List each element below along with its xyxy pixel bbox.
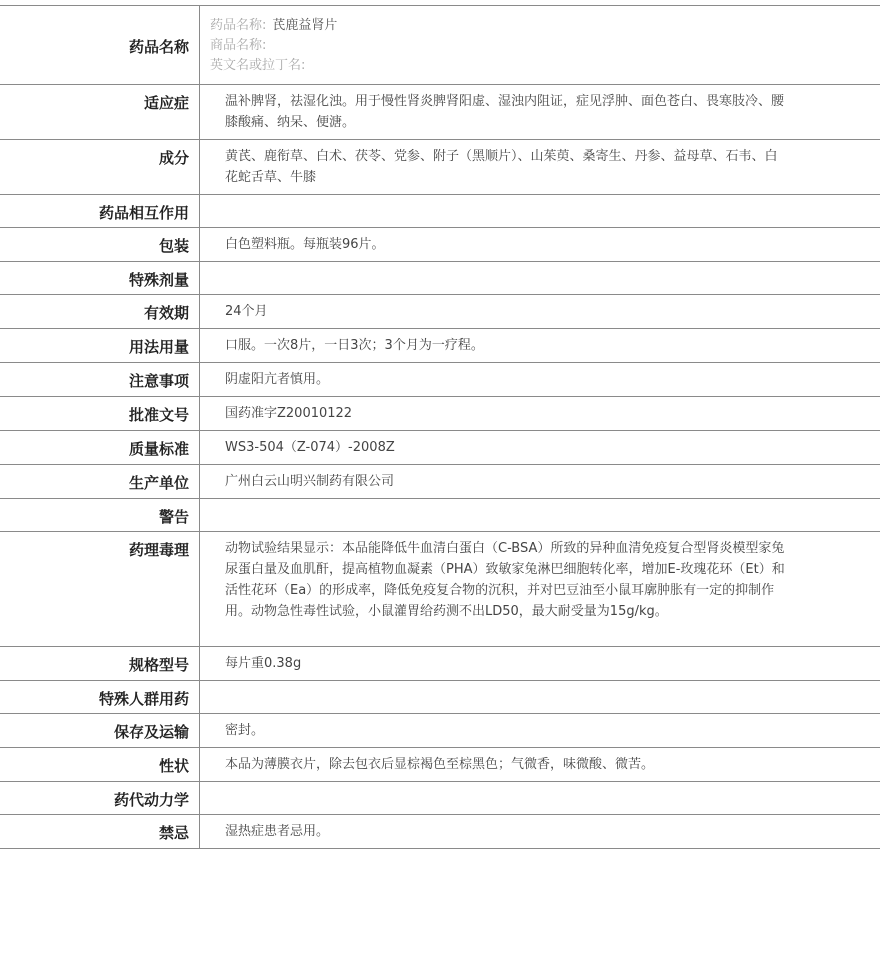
row-special-populations <box>0 681 880 714</box>
row-label <box>0 228 200 262</box>
row-label <box>0 431 200 465</box>
value-interactions <box>225 195 880 207</box>
row-label <box>0 782 200 815</box>
row-value <box>200 431 880 465</box>
label-shelf-life: 有效期 <box>0 295 189 323</box>
label-pharmacokinetics: 药代动力学 <box>0 782 189 810</box>
label-specification: 规格型号 <box>0 647 189 675</box>
row-label <box>0 85 200 140</box>
label-pharmacology: 药理毒理 <box>0 532 189 560</box>
label-description: 性状 <box>0 748 189 776</box>
value-special-populations <box>225 681 880 693</box>
drug-name-label: 药品名称: <box>210 18 266 33</box>
label-special-populations: 特殊人群用药 <box>0 681 189 709</box>
row-label <box>0 363 200 397</box>
row-label <box>0 532 200 647</box>
row-manufacturer <box>0 465 880 499</box>
row-description <box>0 748 880 782</box>
value-ingredients: 黄芪、鹿衔草、白术、茯苓、党参、附子（黑顺片）、山茱萸、桑寄生、丹参、益母草、石韦、白花蛇舌草、牛膝 <box>225 140 880 194</box>
label-precautions: 注意事项 <box>0 363 189 391</box>
drug-name-heading: 药品名称 <box>0 6 189 57</box>
trade-name-label: 商品名称: <box>210 36 880 56</box>
row-value <box>200 465 880 499</box>
row-value <box>200 499 880 532</box>
row-special-dosage <box>0 262 880 295</box>
row-drug-name <box>0 6 880 85</box>
value-warning <box>225 499 880 511</box>
row-label <box>0 6 200 85</box>
value-shelf-life: 24个月 <box>225 295 880 328</box>
row-precautions <box>0 363 880 397</box>
row-value <box>200 647 880 681</box>
label-interactions: 药品相互作用 <box>0 195 189 223</box>
row-warning <box>0 499 880 532</box>
row-pharmacology <box>0 532 880 647</box>
row-value <box>200 363 880 397</box>
value-packaging: 白色塑料瓶。每瓶装96片。 <box>225 228 880 261</box>
value-special-dosage <box>225 262 880 274</box>
value-indications: 温补脾肾，祛湿化浊。用于慢性肾炎脾肾阳虚、湿浊内阻证，症见浮肿、面色苍白、畏寒肢冷、腰膝酸痛、纳呆、便溏。 <box>225 85 880 139</box>
value-manufacturer: 广州白云山明兴制药有限公司 <box>225 465 880 498</box>
row-value <box>200 681 880 714</box>
row-dosage <box>0 329 880 363</box>
row-label <box>0 262 200 295</box>
label-contraindications: 禁忌 <box>0 815 189 843</box>
row-label <box>0 815 200 849</box>
row-value <box>200 295 880 329</box>
row-interactions <box>0 195 880 228</box>
row-shelf-life <box>0 295 880 329</box>
label-packaging: 包装 <box>0 228 189 256</box>
value-dosage: 口服。一次8片，一日3次；3个月为一疗程。 <box>225 329 880 362</box>
label-indications: 适应症 <box>0 85 189 113</box>
row-value <box>200 532 880 647</box>
drug-name-value: 芪鹿益肾片 <box>272 18 337 33</box>
row-value <box>200 140 880 195</box>
row-label <box>0 140 200 195</box>
row-label <box>0 714 200 748</box>
label-ingredients: 成分 <box>0 140 189 168</box>
label-special-dosage: 特殊剂量 <box>0 262 189 290</box>
label-storage: 保存及运输 <box>0 714 189 742</box>
value-pharmacokinetics <box>225 782 880 794</box>
row-indications <box>0 85 880 140</box>
value-description: 本品为薄膜衣片，除去包衣后显棕褐色至棕黑色；气微香，味微酸、微苦。 <box>225 748 880 781</box>
row-label <box>0 329 200 363</box>
row-value <box>200 228 880 262</box>
row-value <box>200 782 880 815</box>
name-lines <box>210 6 880 84</box>
value-precautions: 阴虚阳亢者慎用。 <box>225 363 880 396</box>
row-label <box>0 397 200 431</box>
row-label <box>0 499 200 532</box>
english-name-label: 英文名或拉丁名: <box>210 56 880 76</box>
row-label <box>0 748 200 782</box>
label-quality-standard: 质量标准 <box>0 431 189 459</box>
row-label <box>0 195 200 228</box>
label-approval-number: 批准文号 <box>0 397 189 425</box>
value-contraindications: 湿热症患者忌用。 <box>225 815 880 848</box>
row-value <box>200 85 880 140</box>
row-value <box>200 815 880 849</box>
label-manufacturer: 生产单位 <box>0 465 189 493</box>
row-value <box>200 6 880 85</box>
row-storage <box>0 714 880 748</box>
row-value <box>200 329 880 363</box>
value-approval-number: 国药准字Z20010122 <box>225 397 880 430</box>
row-label <box>0 465 200 499</box>
row-value <box>200 714 880 748</box>
row-pharmacokinetics <box>0 782 880 815</box>
row-label <box>0 295 200 329</box>
row-specification <box>0 647 880 681</box>
label-dosage: 用法用量 <box>0 329 189 357</box>
row-ingredients <box>0 140 880 195</box>
label-warning: 警告 <box>0 499 189 527</box>
row-approval-number <box>0 397 880 431</box>
row-value <box>200 262 880 295</box>
value-specification: 每片重0.38g <box>225 647 880 680</box>
drug-info-table <box>0 5 880 849</box>
row-quality-standard <box>0 431 880 465</box>
value-storage: 密封。 <box>225 714 880 747</box>
row-value <box>200 397 880 431</box>
row-value <box>200 195 880 228</box>
row-label <box>0 681 200 714</box>
value-pharmacology: 动物试验结果显示：本品能降低牛血清白蛋白（C-BSA）所致的异种血清免疫复合型肾炎模型家兔尿蛋白量及血肌酐，提高植物血凝素（PHA）致敏家兔淋巴细胞转化率，增加E-玫瑰花环（Et）和活性花环（Ea）的形成率，降低免疫复合物的沉积，并对巴豆油至小鼠耳廓肿胀有一定的抑制作用。动物急性毒性试验，小鼠灌胃给药测不出LD50，最大耐受量为15g/kg。 <box>225 532 880 628</box>
row-contraindications <box>0 815 880 849</box>
row-label <box>0 647 200 681</box>
value-quality-standard: WS3-504（Z-074）-2008Z <box>225 431 880 464</box>
row-packaging <box>0 228 880 262</box>
row-value <box>200 748 880 782</box>
